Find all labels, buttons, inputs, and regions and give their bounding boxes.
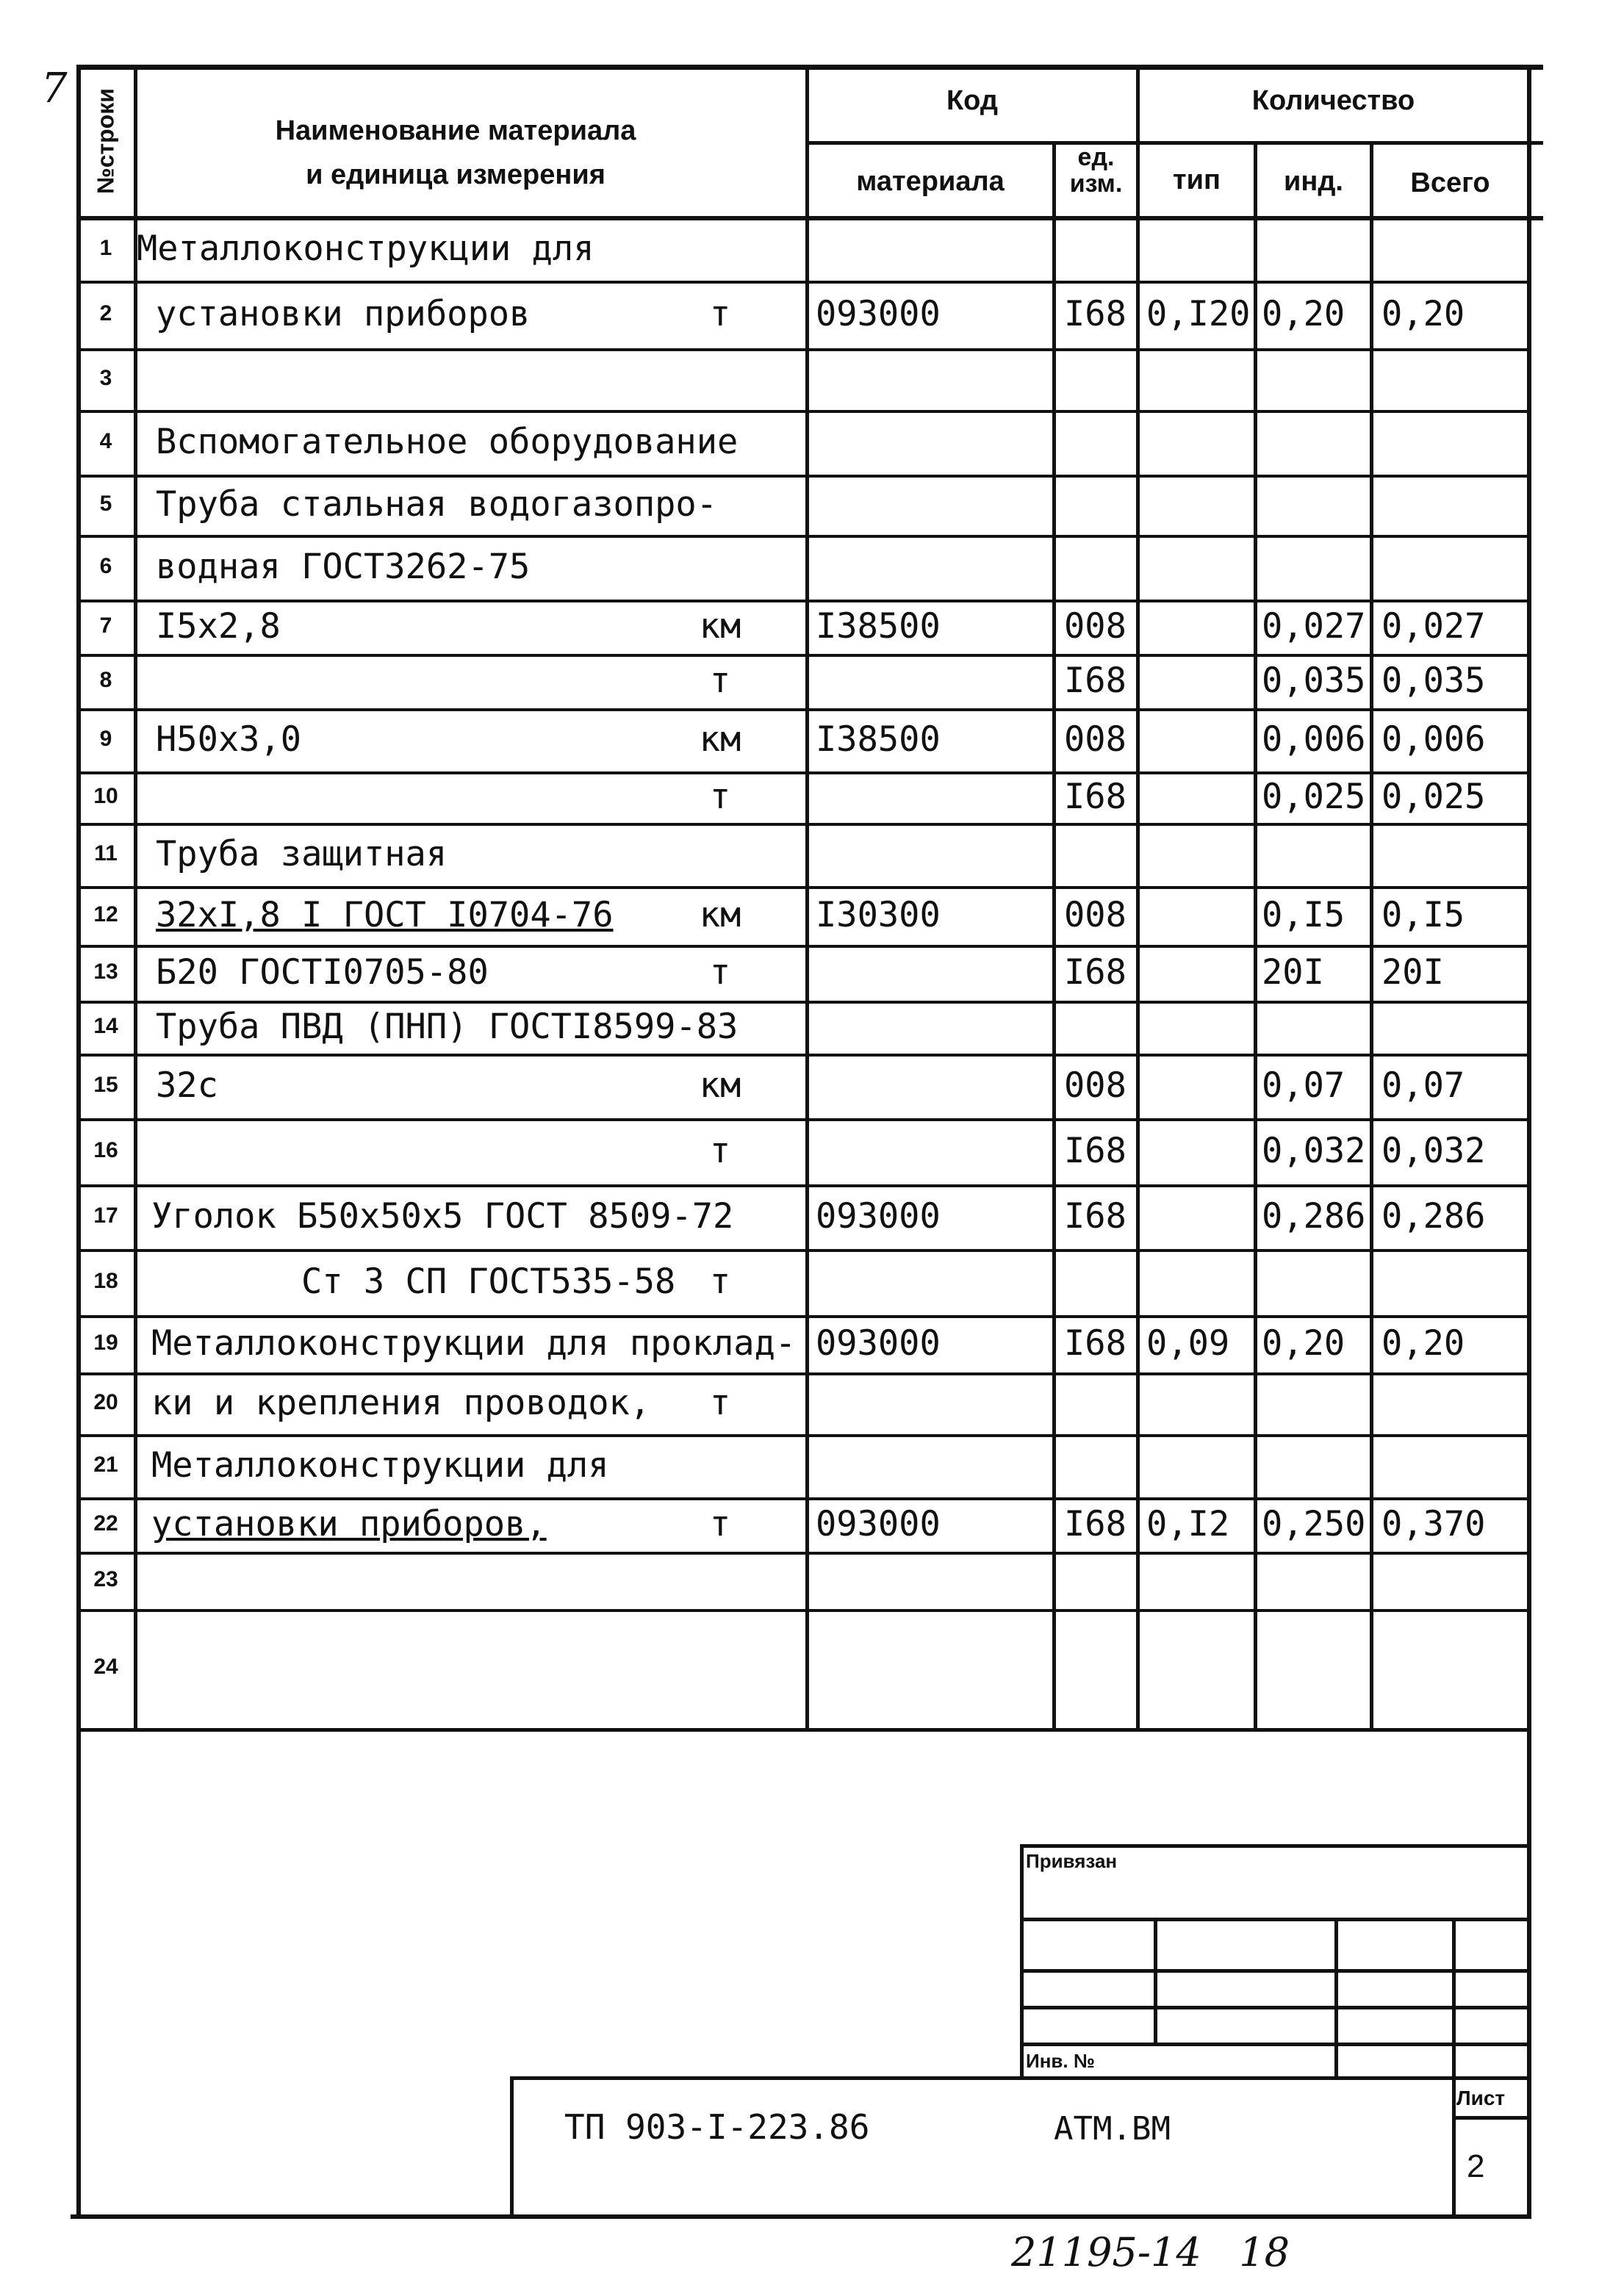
- uom-code: I68: [1064, 1196, 1127, 1237]
- quantity-total: 0,07: [1381, 1065, 1465, 1106]
- item-name: Труба стальная водогазопро-: [156, 484, 718, 525]
- uom-code: 008: [1064, 895, 1127, 935]
- row-separator: [78, 1184, 1530, 1187]
- row-separator: [78, 348, 1530, 351]
- row-number: 15: [93, 1073, 118, 1097]
- quantity-total: 0,286: [1381, 1196, 1486, 1237]
- unit-label: т: [709, 661, 731, 701]
- row-number: 4: [99, 429, 112, 453]
- row-separator: [78, 1609, 1530, 1612]
- header-ind: инд.: [1284, 166, 1343, 197]
- row-separator: [78, 1315, 1530, 1318]
- row-number: 16: [93, 1138, 118, 1162]
- row-number: 14: [93, 1014, 118, 1038]
- quantity-total: 0,I5: [1381, 895, 1465, 935]
- row-separator: [78, 823, 1530, 826]
- row-number: 18: [93, 1269, 118, 1293]
- sheet-label: Лист: [1456, 2087, 1506, 2109]
- row-separator: [78, 1249, 1530, 1252]
- item-name: I5x2,8: [156, 606, 281, 647]
- row-number: 20: [93, 1390, 118, 1414]
- unit-label: т: [709, 952, 731, 993]
- quantity-tip: 0,I2: [1146, 1504, 1230, 1544]
- quantity-tip: 0,09: [1146, 1323, 1230, 1364]
- quantity-total: 0,006: [1381, 719, 1486, 760]
- quantity-ind: 0,20: [1262, 294, 1345, 334]
- row-number: 11: [94, 841, 118, 866]
- row-separator: [78, 1054, 1530, 1057]
- row-separator: [78, 281, 1530, 284]
- item-name: Труба ПВД (ПНП) ГОСТI8599-83: [156, 1007, 739, 1047]
- uom-code: I68: [1064, 661, 1127, 701]
- item-name: Металлоконструкции для проклад-: [151, 1323, 797, 1364]
- row-separator: [78, 535, 1530, 538]
- row-separator: [78, 654, 1530, 657]
- row-number: 12: [93, 902, 118, 926]
- quantity-total: 20I: [1381, 952, 1444, 993]
- row-number: 22: [93, 1511, 118, 1536]
- material-code: 093000: [816, 294, 941, 334]
- row-number: 24: [93, 1655, 118, 1679]
- item-name: установки приборов,: [151, 1504, 547, 1544]
- header-code: Код: [946, 85, 999, 116]
- footer-handwritten-number: 21195-14 18: [1011, 2229, 1290, 2275]
- uom-code: 008: [1064, 719, 1127, 760]
- quantity-total: 0,032: [1381, 1131, 1486, 1171]
- unit-label: т: [709, 777, 731, 817]
- row-number: 6: [99, 554, 112, 578]
- row-separator: [78, 1372, 1530, 1375]
- doc-code: ТП 903-I-223.86: [564, 2107, 870, 2147]
- header-name: Наименование материала и единица измерения: [275, 115, 636, 190]
- quantity-tip: 0,I20: [1146, 294, 1251, 334]
- unit-label: км: [699, 719, 741, 760]
- item-name: Металлоконструкции для: [137, 228, 594, 269]
- doc-mark: АТМ.ВМ: [1054, 2110, 1171, 2148]
- row-number: 8: [99, 668, 112, 692]
- item-name: Труба защитная: [156, 834, 448, 874]
- row-separator: [78, 410, 1530, 413]
- row-number: 10: [93, 784, 118, 808]
- quantity-total: 0,20: [1381, 1323, 1465, 1364]
- row-separator: [78, 1552, 1530, 1555]
- header-tip: тип: [1173, 165, 1221, 195]
- quantity-ind: 0,I5: [1262, 895, 1345, 935]
- header-quantity: Количество: [1251, 85, 1415, 116]
- item-name: H50x3,0: [156, 719, 302, 760]
- inv-label: Инв. №: [1026, 2050, 1095, 2072]
- header-material: материала: [856, 166, 1005, 197]
- item-name: установки приборов: [156, 294, 531, 334]
- material-code: 093000: [816, 1504, 941, 1544]
- row-number: 13: [93, 960, 118, 984]
- quantity-ind: 0,025: [1262, 777, 1366, 817]
- uom-code: 008: [1064, 606, 1127, 647]
- quantity-total: 0,025: [1381, 777, 1486, 817]
- item-name: ки и крепления проводок,: [151, 1383, 651, 1423]
- quantity-total: 0,035: [1381, 661, 1486, 701]
- uom-code: I68: [1064, 1504, 1127, 1544]
- uom-code: I68: [1064, 1131, 1127, 1171]
- unit-label: т: [709, 1383, 731, 1423]
- item-name: 32xI,8 I ГОСТ I0704-76: [156, 895, 614, 935]
- quantity-ind: 20I: [1262, 952, 1324, 993]
- row-separator: [78, 886, 1530, 889]
- item-name: Металлоконструкции для: [151, 1445, 609, 1486]
- row-number: 2: [99, 301, 112, 325]
- row-separator: [78, 1434, 1530, 1437]
- quantity-ind: 0,20: [1262, 1323, 1345, 1364]
- quantity-ind: 0,250: [1262, 1504, 1366, 1544]
- item-name: Вспомогательное оборудование: [156, 422, 739, 462]
- unit-label: км: [699, 1065, 741, 1106]
- row-separator: [78, 771, 1530, 774]
- unit-label: т: [709, 294, 731, 334]
- row-separator: [78, 708, 1530, 711]
- material-code: 093000: [816, 1323, 941, 1364]
- row-number: 7: [99, 613, 112, 638]
- item-name: 32c: [156, 1065, 218, 1106]
- row-number: 17: [93, 1203, 118, 1228]
- quantity-ind: 0,286: [1262, 1196, 1366, 1237]
- row-number: 3: [99, 366, 112, 390]
- unit-label: км: [699, 895, 741, 935]
- row-separator: [78, 1118, 1530, 1121]
- material-code: I38500: [816, 606, 941, 647]
- header-uom: ед. изм.: [1069, 143, 1123, 198]
- material-code: 093000: [816, 1196, 941, 1237]
- row-separator: [78, 1497, 1530, 1500]
- uom-code: I68: [1064, 1323, 1127, 1364]
- quantity-ind: 0,032: [1262, 1131, 1366, 1171]
- quantity-total: 0,20: [1381, 294, 1465, 334]
- row-separator: [78, 600, 1530, 602]
- row-number: 19: [93, 1331, 118, 1355]
- quantity-ind: 0,027: [1262, 606, 1366, 647]
- unit-label: т: [709, 1262, 731, 1302]
- bound-label: Привязан: [1026, 1850, 1118, 1872]
- row-number: 1: [99, 236, 112, 260]
- item-name: водная ГОСТ3262-75: [156, 547, 531, 587]
- uom-code: 008: [1064, 1065, 1127, 1106]
- quantity-ind: 0,07: [1262, 1065, 1345, 1106]
- material-code: I30300: [816, 895, 941, 935]
- header-row-no: №строки: [92, 88, 119, 194]
- sheet-number: 2: [1467, 2148, 1485, 2184]
- quantity-total: 0,370: [1381, 1504, 1486, 1544]
- item-name: Ст 3 СП ГОСТ535-58: [301, 1262, 676, 1302]
- corner-mark: 7: [41, 65, 68, 112]
- quantity-ind: 0,006: [1262, 719, 1366, 760]
- uom-code: I68: [1064, 952, 1127, 993]
- row-number: 9: [99, 727, 112, 751]
- quantity-ind: 0,035: [1262, 661, 1366, 701]
- header-total: Всего: [1410, 168, 1490, 198]
- unit-label: т: [709, 1131, 731, 1171]
- row-number: 21: [93, 1453, 118, 1477]
- unit-label: км: [699, 606, 741, 647]
- material-code: I38500: [816, 719, 941, 760]
- quantity-total: 0,027: [1381, 606, 1486, 647]
- row-number: 23: [93, 1567, 118, 1591]
- item-name: Уголок Б50x50x5 ГОСТ 8509-72: [151, 1196, 734, 1237]
- uom-code: I68: [1064, 294, 1127, 334]
- row-separator: [78, 475, 1530, 478]
- uom-code: I68: [1064, 777, 1127, 817]
- item-name: Б20 ГОСТI0705-80: [156, 952, 489, 993]
- row-number: 5: [99, 492, 112, 516]
- row-separator: [78, 945, 1530, 948]
- unit-label: т: [709, 1504, 731, 1544]
- row-separator: [78, 1001, 1530, 1004]
